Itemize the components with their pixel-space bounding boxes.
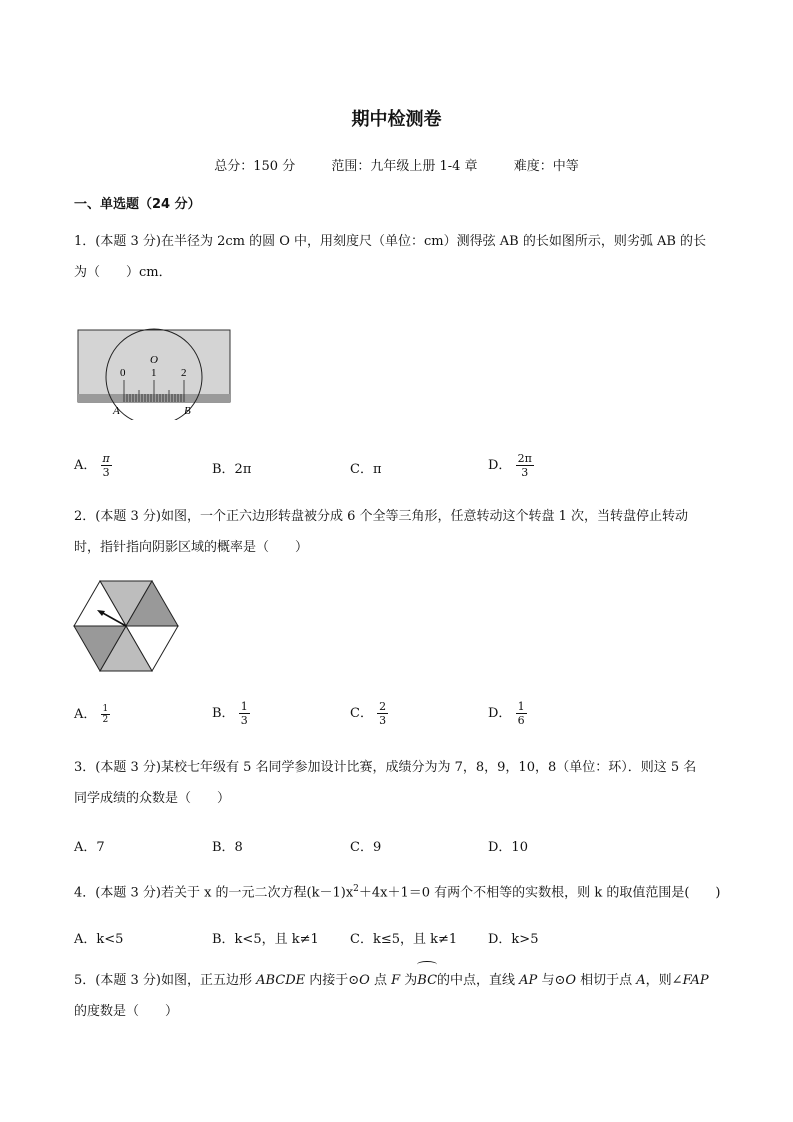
difficulty: 难度：中等 [513, 159, 579, 174]
question-2-line-2: 时，指针指向阴影区域的概率是（ ） [74, 540, 309, 555]
tick-label-2: 2 [181, 367, 187, 379]
q2-option-a[interactable] [74, 703, 110, 725]
denominator: 6 [517, 714, 525, 727]
question-3-line-2: 同学成绩的众数是（ ） [74, 791, 231, 806]
q2-option-a-prefix: A． [74, 707, 97, 722]
numerator: 2 [379, 700, 387, 713]
q2-option-c-fraction [377, 700, 388, 727]
label-b: B [184, 405, 191, 417]
question-5-line-1: 5．(本题 3 分)如图，正五边形 ABCDE 内接于⊙O 点 F 为BC的中点，直线 AP 与⊙O 相切于点 A，则∠FAP [74, 965, 724, 996]
q1-option-d-fraction [516, 452, 534, 479]
q2-option-d-prefix: D． [488, 706, 512, 721]
denominator: 2 [102, 715, 109, 725]
hexagon-spinner-figure [72, 578, 182, 674]
exam-meta [0, 155, 793, 174]
q2-option-a-fraction [101, 704, 111, 725]
question-3-line-1: 3．(本题 3 分)某校七年级有 5 名同学参加设计比赛，成绩分为为 7，8，9，10，8（单位：环）．则这 5 名 [74, 760, 697, 775]
q2-option-b-fraction [239, 700, 250, 727]
q2-option-d[interactable] [488, 700, 527, 727]
tick-label-1: 1 [151, 367, 157, 379]
question-4-text-start: 4．(本题 3 分)若关于 x 的一元二次方程(k－1)x [74, 885, 354, 901]
q4-option-b[interactable]: B．k<5，且 k≠1 [212, 932, 319, 947]
numerator: 1 [240, 700, 248, 713]
q3-option-b[interactable]: B．8 [212, 840, 243, 855]
ruler-circle-figure [74, 310, 234, 420]
question-3 [74, 752, 724, 814]
q1-option-a[interactable] [74, 452, 112, 479]
question-4 [74, 874, 724, 908]
q4-option-c[interactable]: C．k≤5，且 k≠1 [350, 932, 458, 947]
exponent: 2 [353, 884, 359, 894]
question-5 [74, 965, 724, 1027]
q1-option-c[interactable]: C．π [350, 462, 382, 477]
section-title: 一、单选题（24 分） [74, 197, 201, 212]
question-1 [74, 226, 724, 288]
denominator: 3 [379, 714, 387, 727]
arc-bc: BC [417, 965, 437, 996]
q3-option-c[interactable]: C．9 [350, 840, 382, 855]
question-2-line-1: 2．(本题 3 分)如图，一个正六边形转盘被分成 6 个全等三角形，任意转动这个转盘 1 次，当转盘停止转动 [74, 509, 689, 524]
numerator: 1 [102, 704, 109, 714]
total-score: 总分：150 分 [214, 159, 296, 174]
pentagon-name: ABCDE [256, 973, 306, 988]
numerator: 1 [517, 700, 525, 713]
denominator: 3 [102, 466, 110, 479]
q1-option-a-fraction [101, 452, 112, 479]
q2-option-b[interactable] [212, 700, 250, 727]
q1-option-d-prefix: D． [488, 458, 512, 473]
q1-option-a-prefix: A． [74, 458, 97, 473]
q2-option-c-prefix: C． [350, 706, 373, 721]
q4-option-a[interactable]: A．k<5 [74, 932, 124, 947]
q2-option-c[interactable] [350, 700, 388, 727]
q3-option-a[interactable]: A．7 [74, 840, 105, 855]
q1-option-d[interactable] [488, 452, 534, 479]
question-4-text-end: ＋4x＋1＝0 有两个不相等的实数根，则 k 的取值范围是( ) [358, 885, 721, 901]
numerator: π [102, 452, 110, 465]
tick-label-0: 0 [120, 367, 126, 379]
q3-option-d[interactable]: D．10 [488, 840, 528, 855]
q1-option-b[interactable]: B．2π [212, 462, 252, 477]
q2-option-b-prefix: B． [212, 706, 235, 721]
scope: 范围：九年级上册 1-4 章 [331, 159, 478, 174]
label-o: O [150, 354, 158, 366]
label-a: A [113, 405, 120, 417]
denominator: 3 [240, 714, 248, 727]
numerator: 2π [517, 452, 532, 465]
page-title: 期中检测卷 [351, 109, 442, 130]
denominator: 3 [521, 466, 529, 479]
q4-option-d[interactable]: D．k>5 [488, 932, 539, 947]
question-1-line-1: 1．(本题 3 分)在半径为 2cm 的圆 O 中，用刻度尺（单位：cm）测得弦 AB 的长如图所示，则劣弧 AB 的长 [74, 234, 707, 249]
question-2 [74, 501, 724, 563]
question-5-line-2: 的度数是（ ） [74, 1004, 179, 1019]
q2-option-d-fraction [516, 700, 527, 727]
question-1-line-2: 为（ ）cm． [74, 265, 172, 280]
